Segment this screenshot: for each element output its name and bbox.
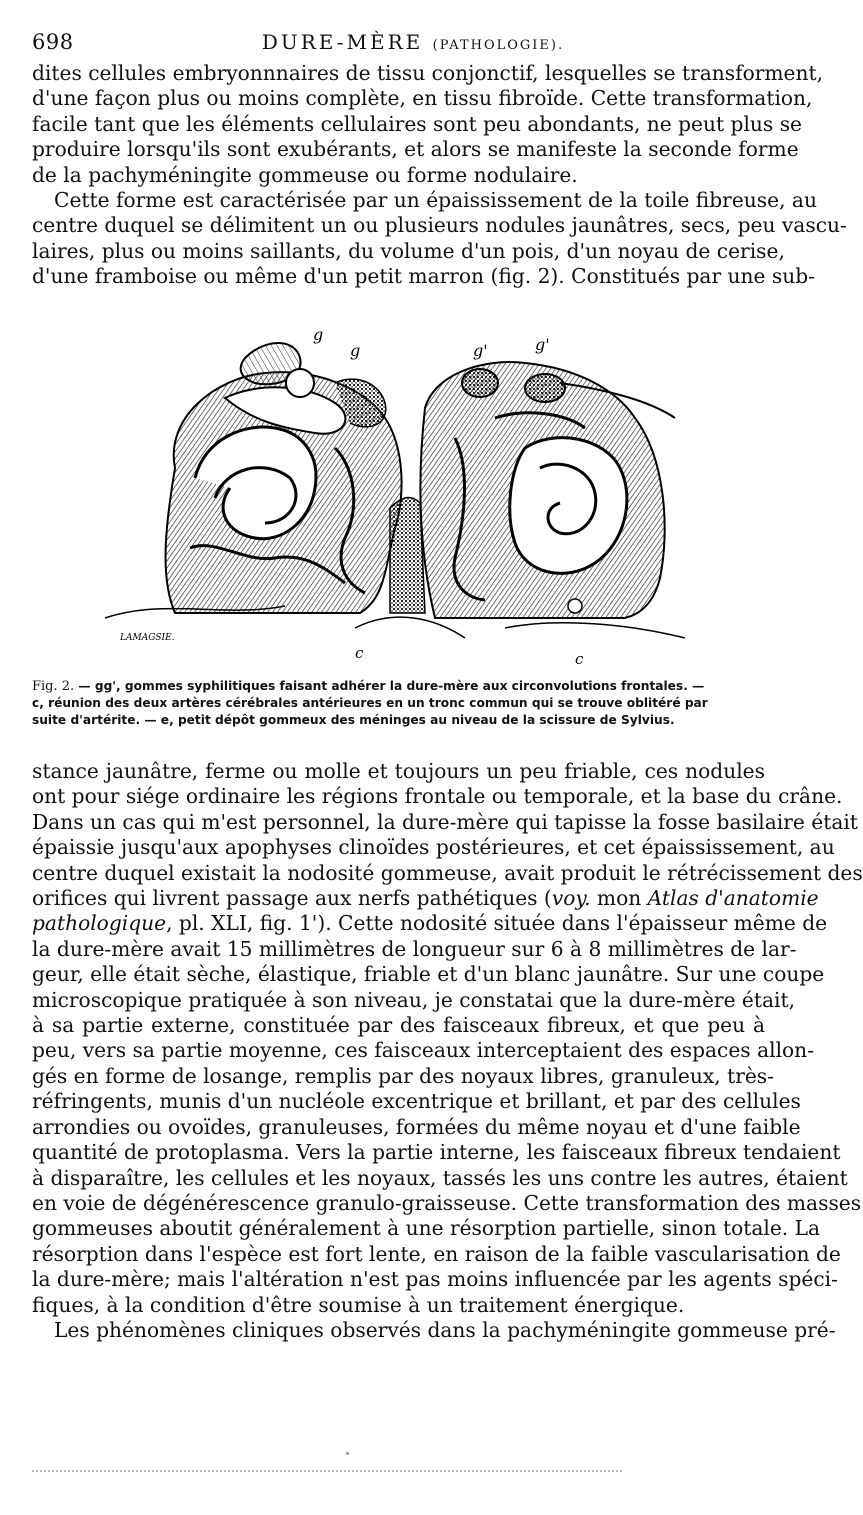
- text-italic: voy.: [551, 886, 591, 911]
- text-segment: orifices qui livrent passage aux nerfs pathétiques (: [32, 886, 552, 911]
- bottom-text-block: [32, 759, 863, 1343]
- text-italic: Atlas d'anatomie: [647, 886, 819, 911]
- page-header: [32, 30, 764, 58]
- label-g-left: g: [313, 325, 324, 344]
- text-line: laires, plus ou moins saillants, du volume d'un pois, d'un noyau de cerise,: [32, 238, 785, 263]
- text-line: Cette forme est caractérisée par un épaississement de la toile fibreuse, au: [54, 188, 817, 213]
- label-c-right: c: [575, 650, 584, 668]
- label-c-left: c: [355, 644, 364, 662]
- median-fissure: [390, 498, 425, 613]
- page-number: 698: [32, 30, 74, 54]
- top-text-block: [32, 61, 847, 290]
- text-line: gés en forme de losange, remplis par des noyaux libres, granuleux, très-: [32, 1063, 774, 1088]
- text-line: facile tant que les éléments cellulaires sont peu abondants, ne peut plus se: [32, 111, 803, 136]
- text-line: centre duquel se délimitent un ou plusieurs nodules jaunâtres, secs, peu vascu-: [32, 213, 847, 238]
- text-line: résorption dans l'espèce est fort lente, en raison de la faible vascularisation de: [32, 1241, 841, 1266]
- text-line: dites cellules embryonnnaires de tissu conjonctif, lesquelles se transforment,: [32, 61, 824, 85]
- label-g-mid: g: [350, 341, 361, 360]
- brain-engraving-figure: [105, 325, 697, 668]
- text-line: la dure-mère; mais l'altération n'est pas moins influencée par les agents spéci-: [32, 1267, 838, 1292]
- text-line: à sa partie externe, constituée par des faisceaux fibreux, et que peu à: [32, 1013, 765, 1038]
- text-line: Les phénomènes cliniques observés dans la pachyméningite gommeuse pré-: [54, 1317, 836, 1342]
- text-line: de la pachyméningite gommeuse ou forme nodulaire.: [32, 162, 578, 187]
- running-subtitle: (PATHOLOGIE).: [432, 38, 565, 53]
- running-title: DURE-MÈRE: [261, 30, 424, 54]
- running-head: [32, 30, 764, 54]
- text-line: geur, elle était sèche, élastique, friable et d'un blanc jaunâtre. Sur une coupe: [32, 962, 825, 987]
- text-line-italic-start: pathologique, pl. XLI, fig. 1'). Cette nodosité située dans l'épaisseur même de: [32, 911, 828, 936]
- text-line: ont pour siége ordinaire les régions frontale ou temporale, et la base du crâne.: [32, 784, 843, 809]
- caption-text: — gg', gommes syphilitiques faisant adhérer la dure-mère aux circonvolutions frontales. —: [74, 679, 705, 693]
- left-hemisphere: [166, 343, 402, 613]
- paragraph: [32, 759, 863, 1318]
- text-line: Dans un cas qui m'est personnel, la dure-mère qui tapisse la fosse basilaire était: [32, 809, 858, 834]
- text-line: quantité de protoplasma. Vers la partie interne, les faisceaux fibreux tendaient: [32, 1140, 841, 1165]
- text-line: fiques, à la condition d'être soumise à un traitement énergique.: [32, 1292, 685, 1317]
- text-line: gommeuses aboutit généralement à une résorption partielle, sinon totale. La: [32, 1216, 821, 1241]
- text-segment: mon: [590, 886, 648, 911]
- text-line: arrondies ou ovoïdes, granuleuses, formées du même noyau et d'une faible: [32, 1114, 801, 1139]
- label-g-prime-1: g': [473, 341, 488, 360]
- text-line: microscopique pratiquée à son niveau, je constatai que la dure-mère était,: [32, 987, 796, 1012]
- text-line: en voie de dégénérescence granulo-graisseuse. Cette transformation des masses: [32, 1190, 862, 1215]
- caption-line: c, réunion des deux artères cérébrales antérieures en un tronc commun qui se trouve oblitéré par: [32, 696, 708, 711]
- text-line: produire lorsqu'ils sont exubérants, et alors se manifeste la seconde forme: [32, 137, 799, 162]
- text-line: la dure-mère avait 15 millimètres de longueur sur 6 à 8 millimètres de lar-: [32, 936, 797, 961]
- caption-label: Fig. 2.: [32, 679, 75, 694]
- text-line: peu, vers sa partie moyenne, ces faisceaux interceptaient des espaces allon-: [32, 1038, 815, 1063]
- text-line: à disparaître, les cellules et les noyaux, tassés les uns contre les autres, étaient: [32, 1165, 848, 1190]
- text-line: centre duquel existait la nodosité gommeuse, avait produit le rétrécissement des: [32, 860, 863, 885]
- text-italic: pathologique: [32, 911, 167, 936]
- label-g-prime-2: g': [535, 335, 550, 354]
- text-line: d'une framboise ou même d'un petit marron (fig. 2). Constitués par une sub-: [32, 264, 815, 289]
- text-line: réfringents, munis d'un nucléole excentrique et brillant, et par des cellules: [32, 1089, 801, 1114]
- text-line: stance jaunâtre, ferme ou molle et toujours un peu friable, ces nodules: [32, 759, 765, 783]
- caption-line: [32, 678, 767, 695]
- print-bleed-line: [32, 1470, 622, 1476]
- paragraph: [32, 61, 824, 188]
- text-line-mixed: [32, 886, 819, 911]
- text-line: d'une façon plus ou moins complète, en tissu fibroïde. Cette transformation,: [32, 86, 813, 111]
- figure-caption: [32, 678, 767, 730]
- print-speck: [346, 1452, 349, 1455]
- engraver-signature: LAMAGSIE.: [120, 633, 175, 643]
- paragraph: [32, 188, 847, 290]
- right-hemisphere: [420, 362, 675, 618]
- paragraph: [32, 1317, 836, 1343]
- text-line: épaissie jusqu'aux apophyses clinoïdes postérieures, et cet épaississement, au: [32, 835, 835, 860]
- caption-line: suite d'artérite. — e, petit dépôt gommeux des méninges au niveau de la scissure de Sylvius.: [32, 713, 675, 728]
